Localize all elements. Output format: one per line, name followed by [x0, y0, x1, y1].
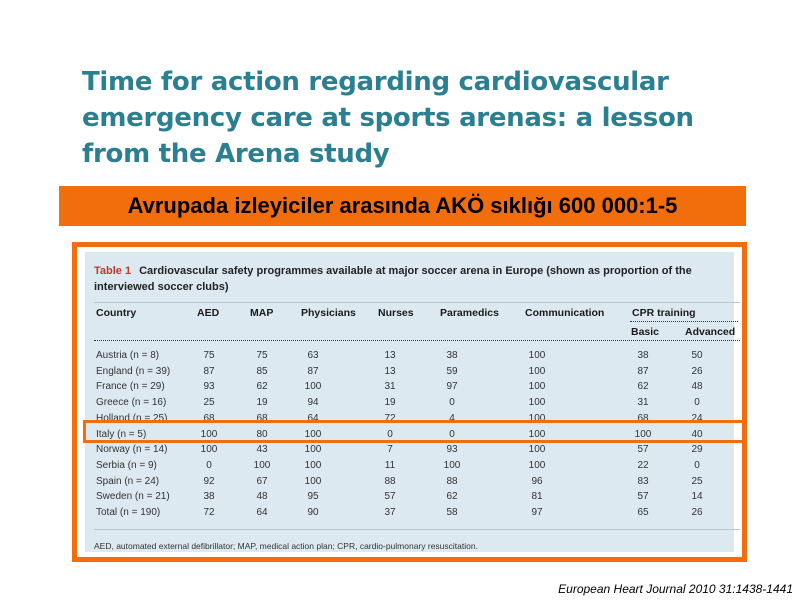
- value-cell: 4: [449, 412, 455, 424]
- table-header-rule: [94, 340, 740, 341]
- value-cell: 37: [384, 507, 396, 518]
- header-communication: Communication: [525, 307, 605, 319]
- value-cell: 43: [256, 444, 268, 456]
- value-cell: 62: [446, 491, 458, 503]
- table-row: [85, 395, 734, 411]
- highlight-banner: [59, 186, 746, 226]
- value-cell: 14: [691, 491, 703, 503]
- value-cell: 67: [256, 475, 268, 487]
- value-cell: 97: [531, 507, 543, 518]
- value-cell: 58: [446, 507, 458, 518]
- value-cell: 68: [637, 412, 649, 424]
- value-cell: 93: [446, 444, 458, 456]
- table-caption: [94, 263, 744, 295]
- header-nurses: Nurses: [378, 307, 414, 319]
- value-cell: 100: [528, 350, 546, 361]
- value-cell: 59: [446, 365, 458, 377]
- value-cell: 57: [637, 491, 649, 503]
- value-cell: 38: [446, 350, 458, 361]
- value-cell: 93: [203, 381, 215, 393]
- value-cell: 87: [203, 365, 215, 377]
- table-row: [85, 474, 734, 490]
- slide-title-line: from the Arena study: [82, 139, 390, 169]
- value-cell: 62: [256, 381, 268, 393]
- header-physicians: Physicians: [301, 307, 356, 319]
- table-label: Table 1: [94, 265, 132, 277]
- value-cell: 100: [304, 475, 322, 487]
- value-cell: 100: [200, 444, 218, 456]
- banner-text: Avrupada izleyiciler arasında AKÖ sıklığı 600 000:1-5: [127, 193, 678, 218]
- country-cell: England (n = 39): [96, 365, 171, 377]
- table-top-rule: [94, 302, 740, 303]
- value-cell: 97: [446, 381, 458, 393]
- value-cell: 100: [528, 381, 546, 393]
- table-caption-text: Cardiovascular safety programmes available at major soccer arena in Europe (shown as proportion of the interviewed soccer clubs): [94, 265, 692, 293]
- value-cell: 100: [528, 428, 546, 440]
- value-cell: 100: [443, 459, 461, 471]
- header-paramedics: Paramedics: [440, 307, 499, 319]
- value-cell: 64: [256, 507, 268, 518]
- value-cell: 0: [449, 397, 455, 409]
- country-cell: Norway (n = 14): [96, 444, 168, 456]
- value-cell: 88: [384, 475, 396, 487]
- table-row: [85, 458, 734, 474]
- value-cell: 65: [637, 507, 649, 518]
- value-cell: 38: [637, 350, 649, 361]
- table-row: [85, 505, 734, 521]
- value-cell: 26: [691, 365, 703, 377]
- value-cell: 38: [203, 491, 215, 503]
- value-cell: 7: [387, 444, 393, 456]
- header-map: MAP: [250, 307, 274, 319]
- value-cell: 57: [637, 444, 649, 456]
- table-bottom-rule: [94, 529, 740, 530]
- value-cell: 25: [203, 397, 215, 409]
- value-cell: 88: [446, 475, 458, 487]
- table-footnote: AED, automated external defibrillator; MAP, medical action plan; CPR, cardio-pulmonary resuscitation.: [94, 541, 478, 551]
- header-advanced: Advanced: [685, 326, 736, 338]
- value-cell: 92: [203, 475, 215, 487]
- value-cell: 100: [200, 428, 218, 440]
- value-cell: 100: [304, 428, 322, 440]
- country-cell: France (n = 29): [96, 381, 165, 393]
- value-cell: 75: [256, 350, 268, 361]
- value-cell: 95: [307, 491, 319, 503]
- value-cell: 100: [528, 459, 546, 471]
- value-cell: 83: [637, 475, 649, 487]
- value-cell: 72: [384, 412, 396, 424]
- value-cell: 62: [637, 381, 649, 393]
- value-cell: 100: [528, 397, 546, 409]
- value-cell: 40: [691, 428, 703, 440]
- value-cell: 100: [634, 428, 652, 440]
- slide-title-line: Time for action regarding cardiovascular: [82, 67, 669, 97]
- value-cell: 19: [256, 397, 268, 409]
- table-frame: [72, 242, 747, 562]
- slide-title: [82, 64, 722, 172]
- table-panel: [85, 252, 734, 552]
- table-row: [85, 348, 734, 364]
- value-cell: 100: [528, 365, 546, 377]
- header-aed: AED: [197, 307, 220, 319]
- value-cell: 96: [531, 475, 543, 487]
- value-cell: 81: [531, 491, 543, 503]
- value-cell: 80: [256, 428, 268, 440]
- value-cell: 0: [694, 459, 700, 471]
- value-cell: 72: [203, 507, 215, 518]
- value-cell: 0: [449, 428, 455, 440]
- value-cell: 90: [307, 507, 319, 518]
- table-row: [85, 489, 734, 505]
- value-cell: 48: [691, 381, 703, 393]
- header-country: Country: [96, 307, 137, 319]
- value-cell: 0: [694, 397, 700, 409]
- header-basic: Basic: [631, 326, 660, 338]
- value-cell: 48: [256, 491, 268, 503]
- value-cell: 68: [256, 412, 268, 424]
- value-cell: 100: [304, 444, 322, 456]
- country-cell: Greece (n = 16): [96, 397, 167, 409]
- value-cell: 100: [304, 381, 322, 393]
- country-cell: Total (n = 190): [96, 507, 161, 518]
- cpr-header-rule: [630, 321, 738, 322]
- value-cell: 100: [528, 444, 546, 456]
- country-cell: Austria (n = 8): [96, 350, 160, 361]
- table-row: [85, 379, 734, 395]
- country-cell: Spain (n = 24): [96, 475, 160, 487]
- value-cell: 19: [384, 397, 396, 409]
- value-cell: 57: [384, 491, 396, 503]
- value-cell: 24: [691, 412, 703, 424]
- country-cell: Holland (n = 25): [96, 412, 168, 424]
- value-cell: 64: [307, 412, 319, 424]
- value-cell: 75: [203, 350, 215, 361]
- value-cell: 22: [637, 459, 649, 471]
- slide-title-line: emergency care at sports arenas: a lesson: [82, 103, 694, 133]
- value-cell: 87: [637, 365, 649, 377]
- country-cell: Serbia (n = 9): [96, 459, 157, 471]
- table-row: [85, 364, 734, 380]
- value-cell: 0: [387, 428, 393, 440]
- italy-row-highlight: [83, 420, 745, 443]
- value-cell: 87: [307, 365, 319, 377]
- value-cell: 85: [256, 365, 268, 377]
- value-cell: 100: [253, 459, 271, 471]
- value-cell: 25: [691, 475, 703, 487]
- value-cell: 100: [528, 412, 546, 424]
- table-row: [85, 442, 734, 458]
- value-cell: 94: [307, 397, 319, 409]
- value-cell: 100: [304, 459, 322, 471]
- header-cpr-training: CPR training: [632, 307, 696, 319]
- value-cell: 68: [203, 412, 215, 424]
- value-cell: 26: [691, 507, 703, 518]
- value-cell: 0: [206, 459, 212, 471]
- value-cell: 31: [637, 397, 649, 409]
- value-cell: 31: [384, 381, 396, 393]
- value-cell: 63: [307, 350, 319, 361]
- value-cell: 13: [384, 350, 396, 361]
- value-cell: 11: [384, 459, 396, 471]
- country-cell: Sweden (n = 21): [96, 491, 170, 503]
- value-cell: 13: [384, 365, 396, 377]
- country-cell: Italy (n = 5): [96, 428, 147, 440]
- source-citation: European Heart Journal 2010 31:1438-1441: [558, 582, 793, 596]
- value-cell: 29: [691, 444, 703, 456]
- value-cell: 50: [691, 350, 703, 361]
